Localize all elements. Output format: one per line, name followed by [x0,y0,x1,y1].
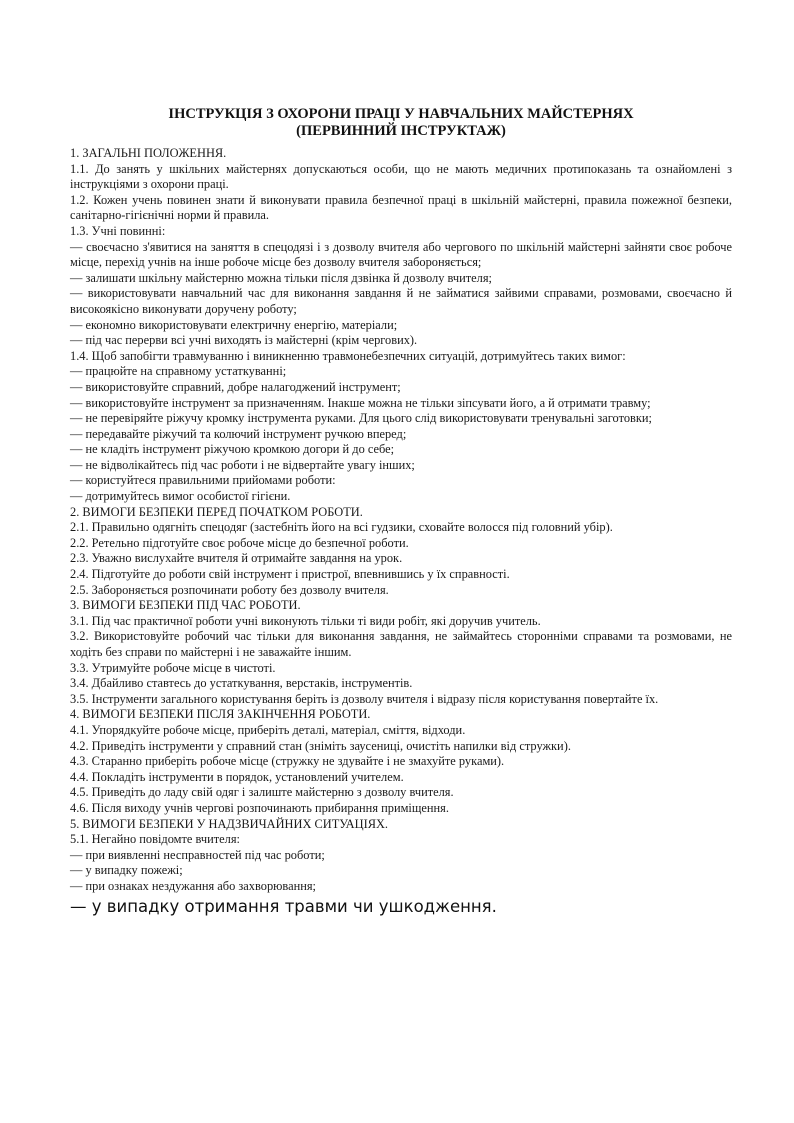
paragraph-line: 2.3. Уважно вислухайте вчителя й отримайте завдання на урок. [70,551,403,566]
paragraph-line: 4.1. Упорядкуйте робоче місце, приберіть деталі, матеріал, сміття, відходи. [70,722,466,737]
paragraph-line: — не перевіряйте ріжучу кромку інструмента руками. Для цього слід використовувати тренувальні заготовки; [70,411,652,426]
document-title [70,106,732,140]
paragraph-line: — при ознаках нездужання або захворювання; [70,878,316,893]
paragraph-line: 2.2. Ретельно підготуйте своє робоче місце до безпечної роботи. [70,535,409,550]
paragraph-line: 2.5. Забороняється розпочинати роботу без дозволу вчителя. [70,582,389,597]
paragraph-line: — передавайте ріжучий та колючий інструмент ручкою вперед; [70,426,407,441]
paragraph-line: — у випадку отримання травми чи ушкодження. [70,896,497,916]
paragraph-line: 3.2. Використовуйте робочий час тільки для виконання завдання, не займайтесь сторонніми справами та розмовами, не ходіть без справи по майстерні і не заважайте іншим. [70,629,732,659]
paragraph-line: — своєчасно з'явитися на заняття в спецодязі і з дозволу вчителя або чергового по шкільній майстерні зайняти своє робоче місце, перехід учнів на інше робоче місце без дозволу вчителя забороняється; [70,239,732,270]
paragraph-line: 3.1. Під час практичної роботи учні виконують тільки ті види робіт, які доручив учитель. [70,613,541,628]
paragraph-line: — економно використовувати електричну енергію, матеріали; [70,317,398,332]
paragraph-line: 3.3. Утримуйте робоче місце в чистоті. [70,660,276,675]
paragraph-line: 3.5. Інструменти загального користування беріть із дозволу вчителя і відразу після користування повертайте їх. [70,691,659,706]
paragraph-line: — користуйтеся правильними прийомами роботи: [70,473,336,488]
paragraph-line: 5.1. Негайно повідомте вчителя: [70,832,240,847]
paragraph-line: 1.1. До занять у шкільних майстернях допускаються особи, що не мають медичних протипоказань та ознайомлені з інструкціями з охорони праці. [70,161,732,192]
paragraph-line: 2.4. Підготуйте до роботи свій інструмент і пристрої, впевнившись у їх справності. [70,567,510,582]
paragraph-line: — у випадку пожежі; [70,863,183,878]
paragraph-line: 4.4. Покладіть інструменти в порядок, установлений учителем. [70,769,404,784]
paragraph-line: — використовуйте справний, добре налагоджений інструмент; [70,379,401,394]
paragraph-line: — працюйте на справному устаткуванні; [70,364,287,379]
section-heading: 3. ВИМОГИ БЕЗПЕКИ ПІД ЧАС РОБОТИ. [70,598,301,613]
paragraph-line: — не кладіть інструмент ріжучою кромкою догори й до себе; [70,442,395,457]
paragraph-line: — не відволікайтесь під час роботи і не відвертайте увагу інших; [70,457,415,472]
paragraph-line: 4.6. Після виходу учнів чергові розпочинають прибирання приміщення. [70,800,449,815]
paragraph-line: — при виявленні несправностей під час роботи; [70,847,325,862]
section-heading: 2. ВИМОГИ БЕЗПЕКИ ПЕРЕД ПОЧАТКОМ РОБОТИ. [70,504,363,519]
paragraph-line: 4.2. Приведіть інструменти у справний стан (зніміть заусениці, очистіть напилки від стружки). [70,738,571,753]
section-heading: 1. ЗАГАЛЬНІ ПОЛОЖЕННЯ. [70,146,227,160]
paragraph-line: 1.3. Учні повинні: [70,223,166,238]
paragraph-line: 1.4. Щоб запобігти травмуванню і виникненню травмонебезпечних ситуацій, дотримуйтесь таких вимог: [70,348,626,363]
paragraph-line: 4.3. Старанно приберіть робоче місце (стружку не здувайте і не змахуйте руками). [70,754,505,769]
title-line-1: ІНСТРУКЦІЯ З ОХОРОНИ ПРАЦІ У НАВЧАЛЬНИХ МАЙСТЕРНЯХ [168,106,634,122]
document-body [70,146,732,917]
section-heading: 5. ВИМОГИ БЕЗПЕКИ У НАДЗВИЧАЙНИХ СИТУАЦІЯХ. [70,816,389,831]
paragraph-line: 3.4. Дбайливо ставтесь до устаткування, верстаків, інструментів. [70,676,413,691]
paragraph-line: — використовуйте інструмент за призначенням. Інакше можна не тільки зіпсувати його, а й отримати травму; [70,395,651,410]
title-line-2: (ПЕРВИННИЙ ІНСТРУКТАЖ) [296,123,506,139]
paragraph-line: — використовувати навчальний час для виконання завдання й не займатися зайвими справами, розмовами, своєчасно й високоякісно виконувати доручену роботу; [70,286,732,316]
paragraph-line: 2.1. Правильно одягніть спецодяг (застебніть його на всі гудзики, сховайте волосся під головний убір). [70,520,613,535]
paragraph-line: — дотримуйтесь вимог особистої гігієни. [70,489,291,504]
paragraph-line: — залишати шкільну майстерню можна тільки після дзвінка й дозволу вчителя; [70,270,493,285]
section-heading: 4. ВИМОГИ БЕЗПЕКИ ПІСЛЯ ЗАКІНЧЕННЯ РОБОТИ. [70,707,371,722]
paragraph-line: 1.2. Кожен учень повинен знати й виконувати правила безпечної праці в шкільній майстерні, правила пожежної безпеки, санітарно-гігієнічні норми й правила. [70,192,732,223]
paragraph-line: 4.5. Приведіть до ладу свій одяг і залиште майстерню з дозволу вчителя. [70,785,454,800]
paragraph-line: — під час перерви всі учні виходять із майстерні (крім чергових). [70,333,418,348]
